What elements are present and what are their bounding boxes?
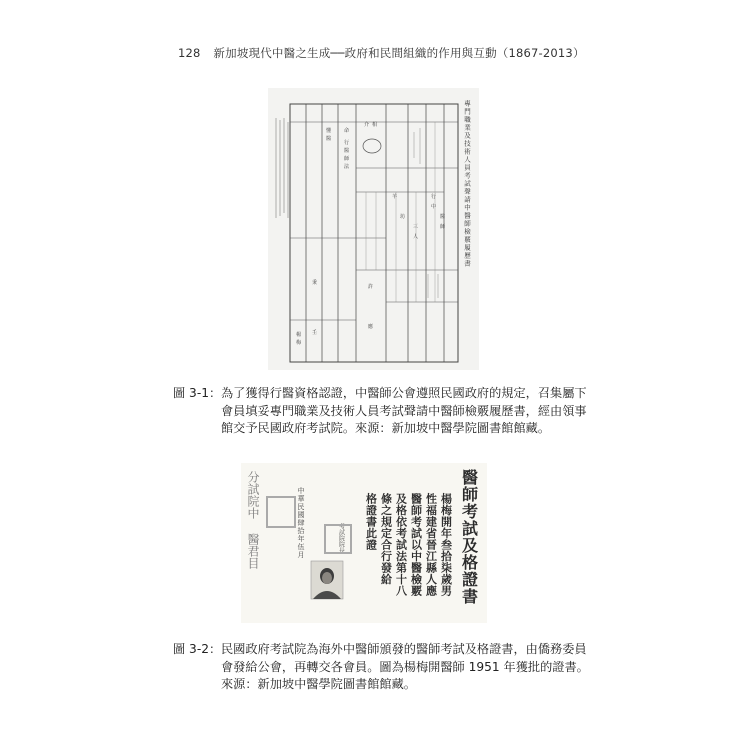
figure-3-1-form-scan bbox=[268, 88, 479, 370]
svg-text:考試院院長: 考試院院長 bbox=[337, 523, 345, 553]
figure-3-2-caption bbox=[173, 641, 591, 701]
figure-3-2-label: 圖 3-2： bbox=[173, 642, 222, 656]
book-title: 新加坡現代中醫之生成──政府和民間組織的作用與互動（1867-2013） bbox=[213, 46, 585, 60]
svg-text:行: 行 bbox=[431, 194, 437, 200]
svg-text:許: 許 bbox=[368, 284, 374, 290]
svg-text:介: 介 bbox=[364, 122, 370, 128]
svg-text:行: 行 bbox=[344, 140, 350, 146]
svg-text:醫: 醫 bbox=[344, 148, 350, 154]
certificate-drawing bbox=[241, 463, 487, 623]
form-title: 專門職業及技術人員考試聲請中醫師檢覈履歷書 bbox=[463, 100, 471, 268]
svg-text:條之規定合行發給: 條之規定合行發給 bbox=[379, 493, 393, 585]
svg-text:三: 三 bbox=[413, 224, 419, 230]
svg-text:壬: 壬 bbox=[312, 330, 318, 336]
figure-3-2-certificate-scan bbox=[241, 463, 487, 623]
svg-text:命: 命 bbox=[344, 128, 350, 134]
svg-text:醫: 醫 bbox=[326, 136, 332, 142]
svg-text:楊梅開年叁拾柒歲男: 楊梅開年叁拾柒歲男 bbox=[439, 493, 453, 597]
figure-3-1-caption-text: 為了獲得行醫資格認證，中醫師公會遵照民國政府的規定，召集屬下會員填妥專門職業及技術人員考試聲請中醫師檢覈履歷書，經由領事館交予民國政府考試院。來源：新加坡中醫學院圖書館館藏。 bbox=[221, 386, 587, 435]
svg-text:人: 人 bbox=[413, 234, 419, 240]
svg-text:梅: 梅 bbox=[296, 340, 302, 346]
svg-text:懂: 懂 bbox=[326, 128, 332, 134]
svg-text:坊: 坊 bbox=[400, 214, 406, 220]
svg-text:及格依考試法第十八: 及格依考試法第十八 bbox=[394, 493, 408, 597]
form-scan-drawing bbox=[268, 88, 479, 370]
svg-text:醫君目: 醫君目 bbox=[246, 533, 260, 569]
svg-text:性福建省晉江縣人應: 性福建省晉江縣人應 bbox=[424, 493, 438, 597]
running-head bbox=[178, 45, 585, 61]
svg-text:法: 法 bbox=[344, 164, 350, 170]
svg-text:秉: 秉 bbox=[312, 280, 318, 286]
svg-text:應: 應 bbox=[368, 324, 374, 330]
svg-text:羊: 羊 bbox=[392, 194, 398, 200]
svg-text:相: 相 bbox=[372, 122, 378, 128]
svg-text:中華民國肆拾年伍月: 中華民國肆拾年伍月 bbox=[297, 487, 305, 559]
svg-text:師: 師 bbox=[440, 224, 446, 230]
svg-text:師: 師 bbox=[344, 156, 350, 162]
svg-text:醫師考試以中醫檢覈: 醫師考試以中醫檢覈 bbox=[409, 493, 423, 597]
figure-3-2-caption-text: 民國政府考試院為海外中醫師頒發的醫師考試及格證書，由僑務委員會發給公會，再轉交各會員。圖為楊梅開醫師 1951 年獲批的證書。來源：新加坡中醫學院圖書館館藏。 bbox=[221, 642, 589, 691]
figure-3-1-caption bbox=[173, 385, 591, 457]
certificate-title: 醫師考試及格證書 bbox=[459, 469, 479, 605]
svg-text:醫: 醫 bbox=[440, 214, 446, 220]
page-number: 128 bbox=[178, 46, 201, 60]
svg-text:格證書此證: 格證書此證 bbox=[364, 493, 378, 551]
svg-text:中: 中 bbox=[431, 204, 437, 210]
svg-text:分試院中: 分試院中 bbox=[246, 471, 260, 519]
svg-text:楊: 楊 bbox=[296, 332, 302, 338]
figure-3-1-label: 圖 3-1： bbox=[173, 386, 222, 400]
